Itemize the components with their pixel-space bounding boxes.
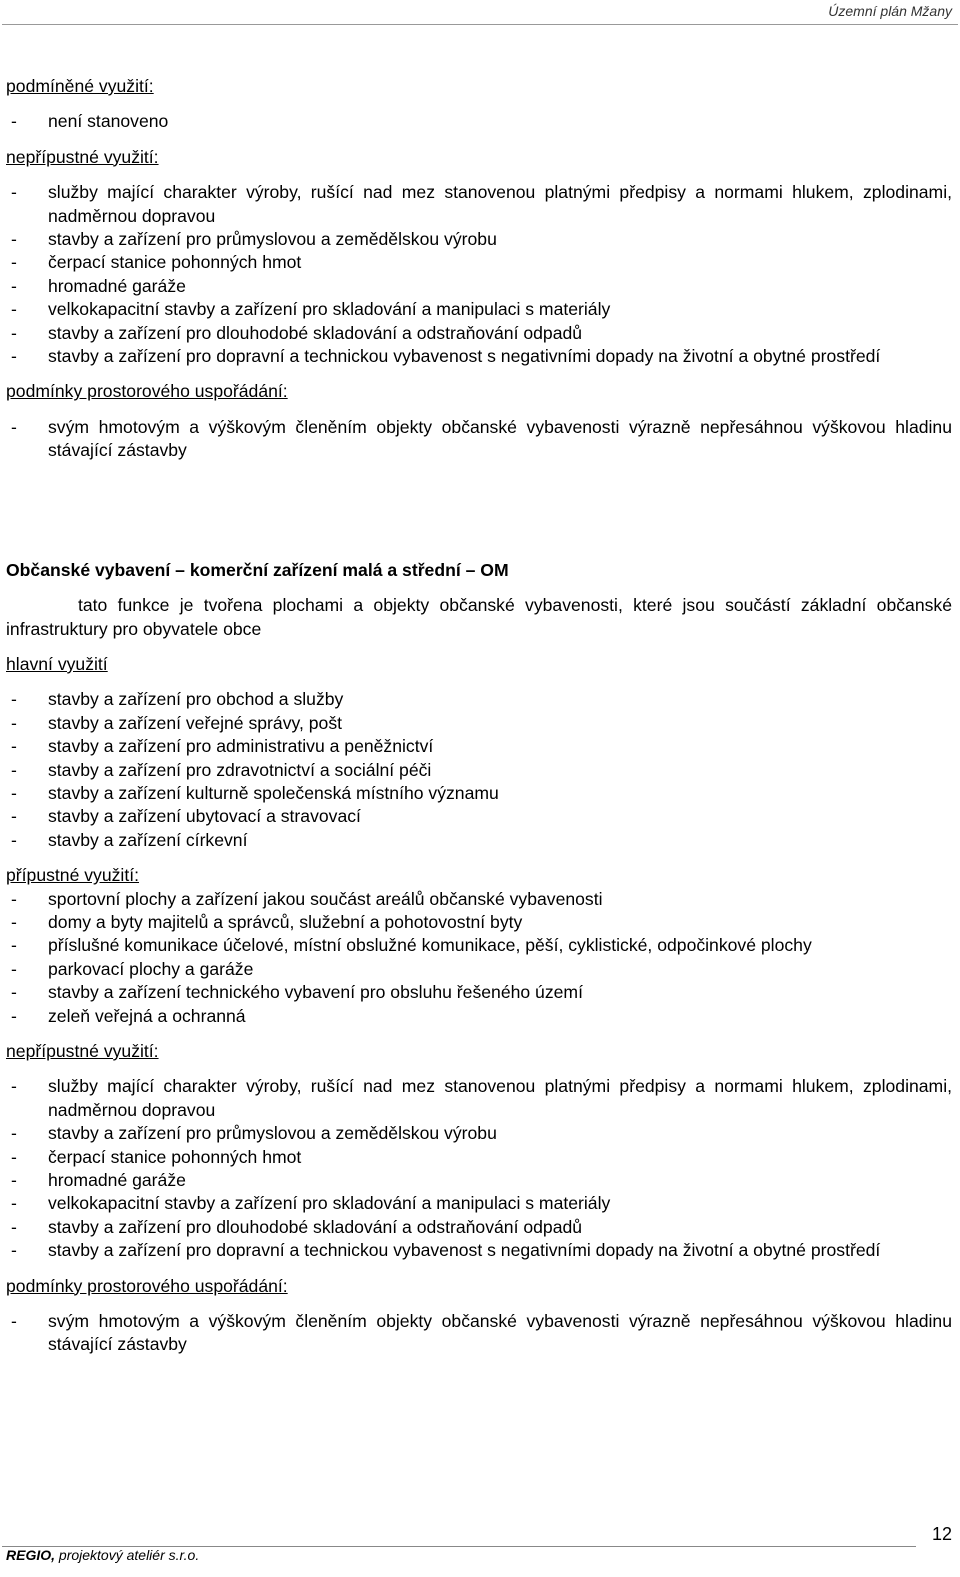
main-use-heading: hlavní využití	[6, 653, 108, 674]
allowed-use-heading: přípustné využití:	[6, 865, 139, 886]
spatial-conditions-heading-om: podmínky prostorového uspořádání:	[6, 1275, 288, 1296]
company-name	[6, 1547, 199, 1563]
list-item: - čerpací stanice pohonných hmot	[6, 251, 952, 274]
page-footer	[0, 1520, 960, 1577]
spatial-conditions-heading: podmínky prostorového uspořádání:	[6, 381, 288, 402]
list-item: - stavby a zařízení pro dopravní a technickou vybavenost s negativními dopady na životní a obytné prostředí	[6, 345, 952, 368]
list-item: - stavby a zařízení pro administrativu a peněžnictví	[6, 735, 952, 758]
list-item: - stavby a zařízení pro dlouhodobé skladování a odstraňování odpadů	[6, 1216, 952, 1239]
list-item: - služby mající charakter výroby, rušící nad mez stanovenou platnými předpisy a normami hlukem, zplodinami, nadměrnou dopravou	[6, 181, 952, 228]
list-item: - stavby a zařízení pro zdravotnictví a sociální péči	[6, 759, 952, 782]
page-number: 12	[931, 1524, 952, 1544]
list-item: - není stanoveno	[6, 110, 952, 133]
list-item: - stavby a zařízení pro průmyslovou a zemědělskou výrobu	[6, 228, 952, 251]
spatial-conditions-list	[6, 416, 952, 463]
header-divider	[2, 24, 958, 25]
list-item: - hromadné garáže	[6, 1169, 952, 1192]
section-heading-om: Občanské vybavení – komerční zařízení malá a střední – OM	[6, 559, 509, 580]
document-body	[6, 75, 952, 1357]
allowed-use-list	[6, 888, 952, 1028]
list-item: - parkovací plochy a garáže	[6, 958, 952, 981]
list-item: - velkokapacitní stavby a zařízení pro skladování a manipulaci s materiály	[6, 1192, 952, 1215]
forbidden-use-list	[6, 181, 952, 368]
list-item: - velkokapacitní stavby a zařízení pro skladování a manipulaci s materiály	[6, 298, 952, 321]
spatial-conditions-list-om	[6, 1310, 952, 1357]
conditional-use-heading: podmíněné využití:	[6, 76, 154, 96]
list-item: - stavby a zařízení veřejné správy, pošt	[6, 712, 952, 735]
forbidden-use-heading: nepřípustné využití:	[6, 146, 159, 167]
company-name-bold: REGIO,	[6, 1547, 56, 1563]
list-item: - stavby a zařízení církevní	[6, 829, 952, 852]
forbidden-use-heading-om: nepřípustné využití:	[6, 1041, 159, 1061]
list-item: - příslušné komunikace účelové, místní obslužné komunikace, pěší, cyklistické, odpočinkové plochy	[6, 934, 952, 957]
list-item: - stavby a zařízení pro dopravní a technickou vybavenost s negativními dopady na životní a obytné prostředí	[6, 1239, 952, 1262]
conditional-use-list	[6, 110, 952, 133]
main-use-list	[6, 688, 952, 852]
section-intro: tato funkce je tvořena plochami a objekty občanské vybavenosti, které jsou součástí základní občanské infrastruktury pro obyvatele obce	[6, 595, 952, 639]
list-item: - stavby a zařízení kulturně společenská místního významu	[6, 782, 952, 805]
list-item: - hromadné garáže	[6, 275, 952, 298]
list-item: - sportovní plochy a zařízení jakou součást areálů občanské vybavenosti	[6, 888, 952, 911]
list-item: - stavby a zařízení pro dlouhodobé skladování a odstraňování odpadů	[6, 322, 952, 345]
list-item: - stavby a zařízení technického vybavení pro obsluhu řešeného území	[6, 981, 952, 1004]
list-item: - zeleň veřejná a ochranná	[6, 1005, 952, 1028]
list-item: - čerpací stanice pohonných hmot	[6, 1146, 952, 1169]
list-item: - domy a byty majitelů a správců, služební a pohotovostní byty	[6, 911, 952, 934]
list-item: - služby mající charakter výroby, rušící nad mez stanovenou platnými předpisy a normami hlukem, zplodinami, nadměrnou dopravou	[6, 1075, 952, 1122]
list-item: - stavby a zařízení pro průmyslovou a zemědělskou výrobu	[6, 1122, 952, 1145]
page-header	[0, 0, 960, 26]
list-item: - stavby a zařízení pro obchod a služby	[6, 688, 952, 711]
document-title: Územní plán Mžany	[828, 3, 952, 19]
company-name-rest: projektový ateliér s.r.o.	[55, 1547, 200, 1563]
forbidden-use-list-om	[6, 1075, 952, 1262]
list-item: - stavby a zařízení ubytovací a stravovací	[6, 805, 952, 828]
list-item: - svým hmotovým a výškovým členěním objekty občanské vybavenosti výrazně nepřesáhnou výškovou hladinu stávající zástavby	[6, 416, 952, 463]
list-item: - svým hmotovým a výškovým členěním objekty občanské vybavenosti výrazně nepřesáhnou výškovou hladinu stávající zástavby	[6, 1310, 952, 1357]
